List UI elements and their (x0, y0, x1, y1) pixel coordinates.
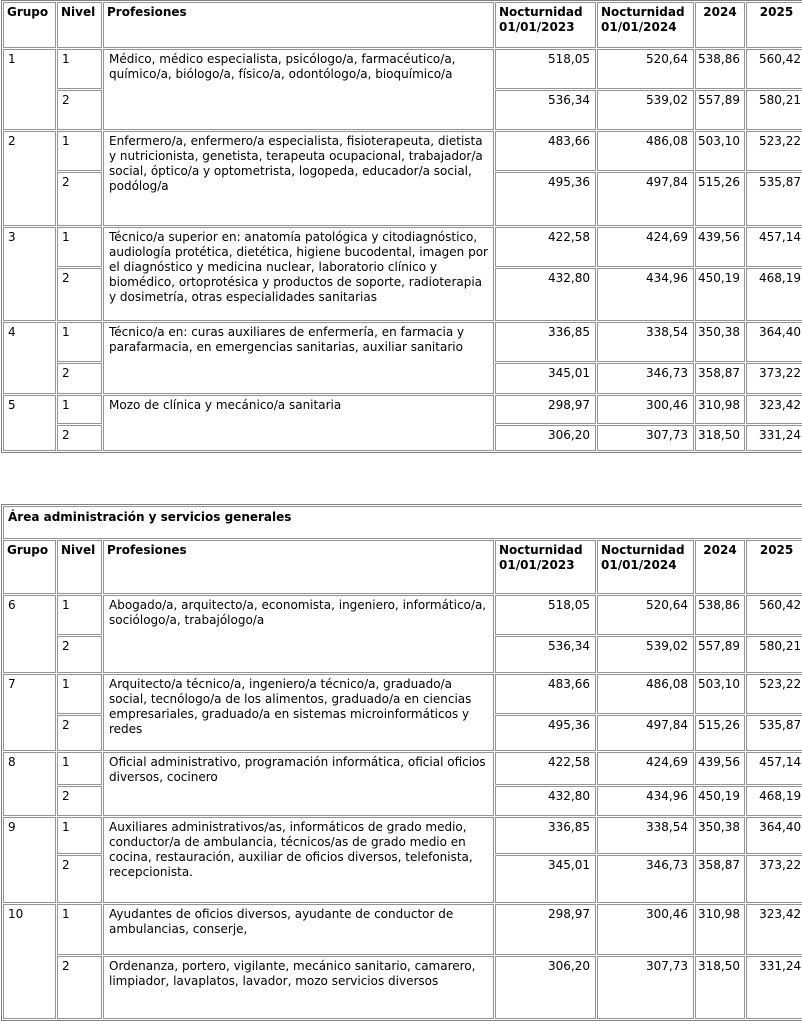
value-cell: 536,34 (495, 90, 596, 130)
value-cell: 439,56 (695, 227, 745, 267)
nivel-cell: 2 (57, 363, 102, 394)
table-row (3, 817, 802, 854)
value-cell: 306,20 (495, 956, 596, 1019)
value-cell: 422,58 (495, 752, 596, 785)
table-row (3, 395, 802, 424)
table-row (3, 752, 802, 785)
column-header: 2025 (746, 2, 802, 48)
table-area-sanitaria (1, 0, 802, 453)
table-title-row (3, 506, 802, 539)
value-cell: 345,01 (495, 363, 596, 394)
nivel-cell: 1 (57, 904, 102, 955)
value-cell: 373,22 (746, 855, 802, 903)
value-cell: 535,87 (746, 172, 802, 226)
value-cell: 346,73 (597, 855, 694, 903)
value-cell: 346,73 (597, 363, 694, 394)
value-cell: 310,98 (695, 395, 745, 424)
value-cell: 364,40 (746, 817, 802, 854)
column-header: 2024 (695, 2, 745, 48)
profesiones-cell: Enfermero/a, enfermero/a especialista, fisioterapeuta, dietista y nutricionista, genetista, terapeuta ocupacional, trabajador/a social, óptico/a y optometrista, logopeda, educador/a social, podólog/a (103, 131, 494, 226)
grupo-cell: 6 (3, 595, 56, 673)
column-header: Nocturnidad 01/01/2024 (597, 2, 694, 48)
nivel-cell: 2 (57, 956, 102, 1019)
grupo-cell: 8 (3, 752, 56, 816)
table-row (3, 674, 802, 714)
value-cell: 300,46 (597, 395, 694, 424)
table-row (3, 904, 802, 955)
value-cell: 432,80 (495, 268, 596, 321)
value-cell: 457,14 (746, 752, 802, 785)
column-header: Nocturnidad 01/01/2023 (495, 2, 596, 48)
value-cell: 457,14 (746, 227, 802, 267)
nivel-cell: 2 (57, 172, 102, 226)
value-cell: 298,97 (495, 904, 596, 955)
column-header: Nocturnidad 01/01/2024 (597, 540, 694, 594)
value-cell: 486,08 (597, 674, 694, 714)
nivel-cell: 1 (57, 674, 102, 714)
column-header: 2024 (695, 540, 745, 594)
nivel-cell: 1 (57, 395, 102, 424)
value-cell: 307,73 (597, 956, 694, 1019)
nivel-cell: 2 (57, 90, 102, 130)
column-header: Nivel (57, 540, 102, 594)
value-cell: 439,56 (695, 752, 745, 785)
value-cell: 518,05 (495, 49, 596, 89)
value-cell: 323,42 (746, 395, 802, 424)
value-cell: 497,84 (597, 172, 694, 226)
value-cell: 307,73 (597, 425, 694, 451)
nivel-cell: 2 (57, 268, 102, 321)
profesiones-cell: Mozo de clínica y mecánico/a sanitaria (103, 395, 494, 451)
value-cell: 323,42 (746, 904, 802, 955)
table-row (3, 227, 802, 267)
value-cell: 515,26 (695, 172, 745, 226)
profesiones-cell: Ayudantes de oficios diversos, ayudante de conductor de ambulancias, conserje, (103, 904, 494, 955)
value-cell: 298,97 (495, 395, 596, 424)
value-cell: 495,36 (495, 715, 596, 751)
value-cell: 580,21 (746, 636, 802, 673)
column-header: Profesiones (103, 540, 494, 594)
value-cell: 468,19 (746, 268, 802, 321)
value-cell: 345,01 (495, 855, 596, 903)
value-cell: 560,42 (746, 49, 802, 89)
value-cell: 539,02 (597, 90, 694, 130)
value-cell: 358,87 (695, 363, 745, 394)
profesiones-cell: Médico, médico especialista, psicólogo/a, farmacéutico/a, químico/a, biólogo/a, físico/a, odontólogo/a, bioquímico/a (103, 49, 494, 130)
value-cell: 497,84 (597, 715, 694, 751)
nivel-cell: 2 (57, 636, 102, 673)
table-area-administracion (1, 504, 802, 1021)
profesiones-cell: Técnico/a superior en: anatomía patológica y citodiagnóstico, audiología protética, dietética, higiene bucodental, imagen por el diagnóstico y medicina nuclear, laboratorio clínico y biomédico, ortoprotésica y productos de soporte, radioterapia y dosimetría, otras especialidades sanitarias (103, 227, 494, 321)
profesiones-cell: Auxiliares administrativos/as, informáticos de grado medio, conductor/a de ambulancia, técnicos/as de grado medio en cocina, restauración, auxiliar de oficios diversos, telefonista, recepcionista. (103, 817, 494, 903)
nivel-cell: 2 (57, 715, 102, 751)
value-cell: 580,21 (746, 90, 802, 130)
table-title: Área administración y servicios generales (3, 506, 802, 539)
table-row (3, 49, 802, 89)
value-cell: 539,02 (597, 636, 694, 673)
table-row (3, 956, 802, 1019)
value-cell: 350,38 (695, 817, 745, 854)
grupo-cell: 2 (3, 131, 56, 226)
value-cell: 432,80 (495, 786, 596, 816)
nivel-cell: 1 (57, 752, 102, 785)
value-cell: 483,66 (495, 674, 596, 714)
column-header: Nivel (57, 2, 102, 48)
column-header: Grupo (3, 540, 56, 594)
value-cell: 310,98 (695, 904, 745, 955)
grupo-cell: 3 (3, 227, 56, 321)
value-cell: 318,50 (695, 956, 745, 1019)
table-row (3, 131, 802, 171)
value-cell: 338,54 (597, 322, 694, 362)
grupo-cell: 4 (3, 322, 56, 394)
header-row (3, 540, 802, 594)
column-header: Nocturnidad 01/01/2023 (495, 540, 596, 594)
table-row (3, 595, 802, 635)
nivel-cell: 1 (57, 322, 102, 362)
value-cell: 503,10 (695, 131, 745, 171)
value-cell: 538,86 (695, 49, 745, 89)
value-cell: 364,40 (746, 322, 802, 362)
value-cell: 536,34 (495, 636, 596, 673)
value-cell: 503,10 (695, 674, 745, 714)
nivel-cell: 1 (57, 817, 102, 854)
grupo-cell: 5 (3, 395, 56, 451)
nivel-cell: 1 (57, 595, 102, 635)
value-cell: 336,85 (495, 817, 596, 854)
profesiones-cell: Abogado/a, arquitecto/a, economista, ingeniero, informático/a, sociólogo/a, trabajólogo/a (103, 595, 494, 673)
nivel-cell: 1 (57, 49, 102, 89)
value-cell: 336,85 (495, 322, 596, 362)
value-cell: 535,87 (746, 715, 802, 751)
value-cell: 300,46 (597, 904, 694, 955)
value-cell: 468,19 (746, 786, 802, 816)
value-cell: 495,36 (495, 172, 596, 226)
value-cell: 520,64 (597, 49, 694, 89)
nivel-cell: 1 (57, 131, 102, 171)
header-row (3, 2, 802, 48)
value-cell: 318,50 (695, 425, 745, 451)
value-cell: 331,24 (746, 956, 802, 1019)
value-cell: 483,66 (495, 131, 596, 171)
grupo-cell: 7 (3, 674, 56, 751)
grupo-cell: 10 (3, 904, 56, 1019)
value-cell: 338,54 (597, 817, 694, 854)
value-cell: 450,19 (695, 786, 745, 816)
value-cell: 486,08 (597, 131, 694, 171)
profesiones-cell: Oficial administrativo, programación informática, oficial oficios diversos, cocinero (103, 752, 494, 816)
nivel-cell: 2 (57, 786, 102, 816)
value-cell: 434,96 (597, 268, 694, 321)
value-cell: 358,87 (695, 855, 745, 903)
nivel-cell: 2 (57, 425, 102, 451)
value-cell: 518,05 (495, 595, 596, 635)
value-cell: 538,86 (695, 595, 745, 635)
value-cell: 523,22 (746, 131, 802, 171)
grupo-cell: 1 (3, 49, 56, 130)
value-cell: 350,38 (695, 322, 745, 362)
column-header: 2025 (746, 540, 802, 594)
value-cell: 434,96 (597, 786, 694, 816)
value-cell: 331,24 (746, 425, 802, 451)
value-cell: 373,22 (746, 363, 802, 394)
column-header: Grupo (3, 2, 56, 48)
profesiones-cell: Técnico/a en: curas auxiliares de enfermería, en farmacia y parafarmacia, en emergencias sanitarias, auxiliar sanitario (103, 322, 494, 394)
grupo-cell: 9 (3, 817, 56, 903)
value-cell: 424,69 (597, 227, 694, 267)
table-row (3, 322, 802, 362)
value-cell: 306,20 (495, 425, 596, 451)
value-cell: 560,42 (746, 595, 802, 635)
value-cell: 450,19 (695, 268, 745, 321)
profesiones-cell: Arquitecto/a técnico/a, ingeniero/a técnico/a, graduado/a social, tecnólogo/a de los alimentos, graduado/a en ciencias empresariales, graduado/a en sistemas microinformáticos y redes (103, 674, 494, 751)
column-header: Profesiones (103, 2, 494, 48)
value-cell: 523,22 (746, 674, 802, 714)
nivel-cell: 1 (57, 227, 102, 267)
profesiones-cell: Ordenanza, portero, vigilante, mecánico sanitario, camarero, limpiador, lavaplatos, lavador, mozo servicios diversos (103, 956, 494, 1019)
value-cell: 520,64 (597, 595, 694, 635)
value-cell: 422,58 (495, 227, 596, 267)
value-cell: 515,26 (695, 715, 745, 751)
nivel-cell: 2 (57, 855, 102, 903)
value-cell: 557,89 (695, 90, 745, 130)
value-cell: 424,69 (597, 752, 694, 785)
value-cell: 557,89 (695, 636, 745, 673)
